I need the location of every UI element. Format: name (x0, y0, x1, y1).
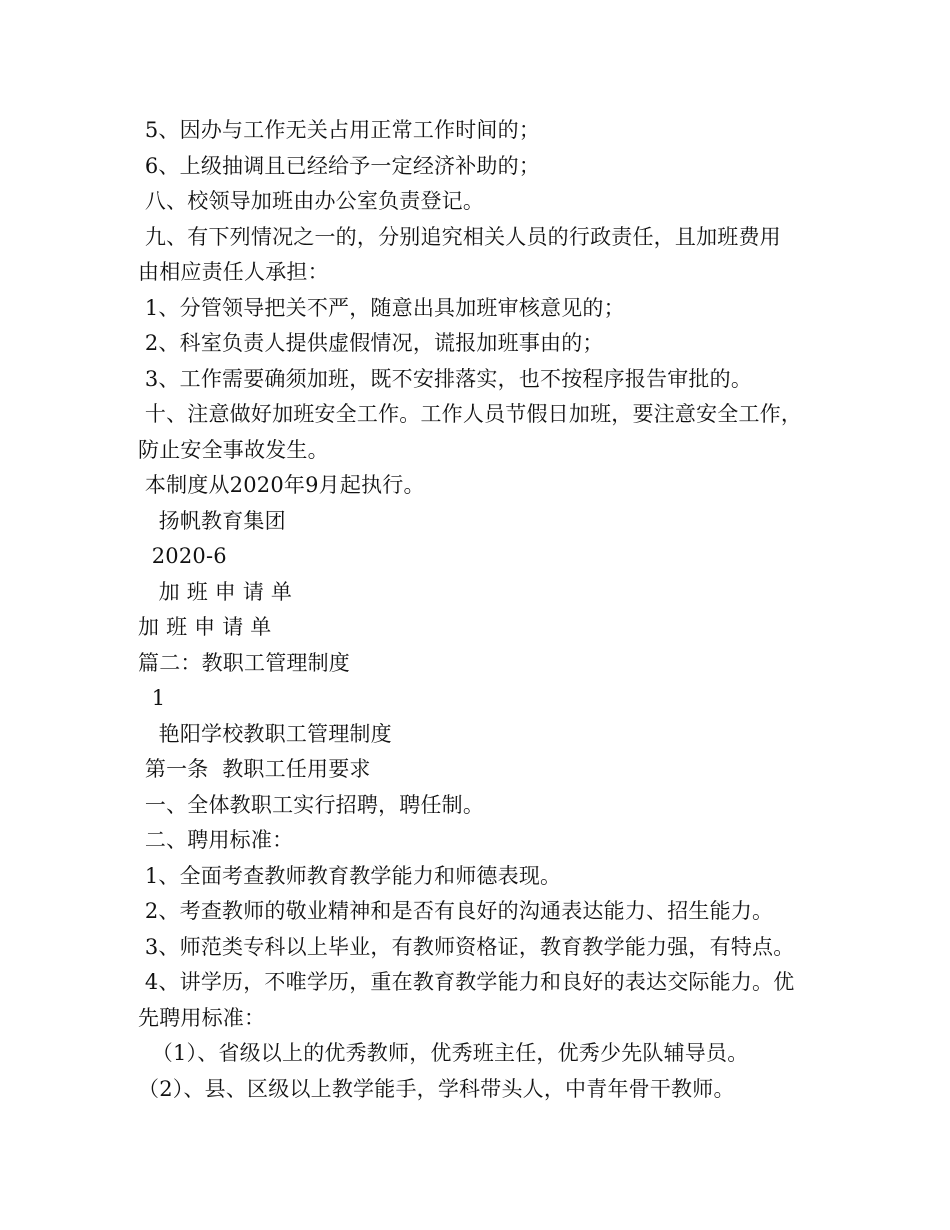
text-line: 2、科室负责人提供虚假情况，谎报加班事由的； (138, 331, 604, 355)
text-line: 扬帆教育集团 (138, 509, 286, 533)
text-line: 2020-6 (138, 544, 227, 568)
text-line: 3、师范类专科以上毕业，有教师资格证，教育教学能力强，有特点。 (138, 935, 795, 959)
text-line: 防止安全事故发生。 (138, 438, 329, 462)
text-line: 八、校领导加班由办公室负责登记。 (138, 189, 485, 213)
text-line: 3、工作需要确须加班，既不安排落实，也不按程序报告审批的。 (138, 367, 753, 391)
text-line: 加 班 申 请 单 (138, 580, 293, 604)
text-line: 艳阳学校教职工管理制度 (138, 722, 392, 746)
text-line: 本制度从2020年9月起执行。 (138, 473, 425, 497)
text-line: 加 班 申 请 单 (138, 615, 272, 639)
text-line: 4、讲学历，不唯学历，重在教育教学能力和良好的表达交际能力。优 (138, 970, 795, 994)
text-line: 2、考查教师的敬业精神和是否有良好的沟通表达能力、招生能力。 (138, 899, 774, 923)
text-line: 一、全体教职工实行招聘，聘任制。 (138, 793, 485, 817)
text-line: 1、全面考查教师教育教学能力和师德表现。 (138, 864, 562, 888)
text-line: 6、上级抽调且已经给予一定经济补助的； (138, 154, 541, 178)
text-line: 5、因办与工作无关占用正常工作时间的； (138, 118, 541, 142)
text-line: 1、分管领导把关不严，随意出具加班审核意见的； (138, 296, 625, 320)
text-line: （2）、县、区级以上教学能手，学科带头人，中青年骨干教师。 (138, 1077, 735, 1101)
text-line: 1 (138, 686, 166, 710)
text-line: 第一条 教职工任用要求 (138, 757, 371, 781)
text-line: 先聘用标准： (138, 1006, 266, 1030)
text-line: 二、聘用标准： (138, 828, 294, 852)
text-line: 由相应责任人承担： (138, 260, 329, 284)
text-line: （1）、省级以上的优秀教师，优秀班主任，优秀少先队辅导员。 (138, 1041, 749, 1065)
text-line: 九、有下列情况之一的，分别追究相关人员的行政责任，且加班费用 (138, 225, 781, 249)
text-line: 篇二：教职工管理制度 (138, 651, 350, 675)
text-line: 十、注意做好加班安全工作。工作人员节假日加班，要注意安全工作， (138, 402, 803, 426)
